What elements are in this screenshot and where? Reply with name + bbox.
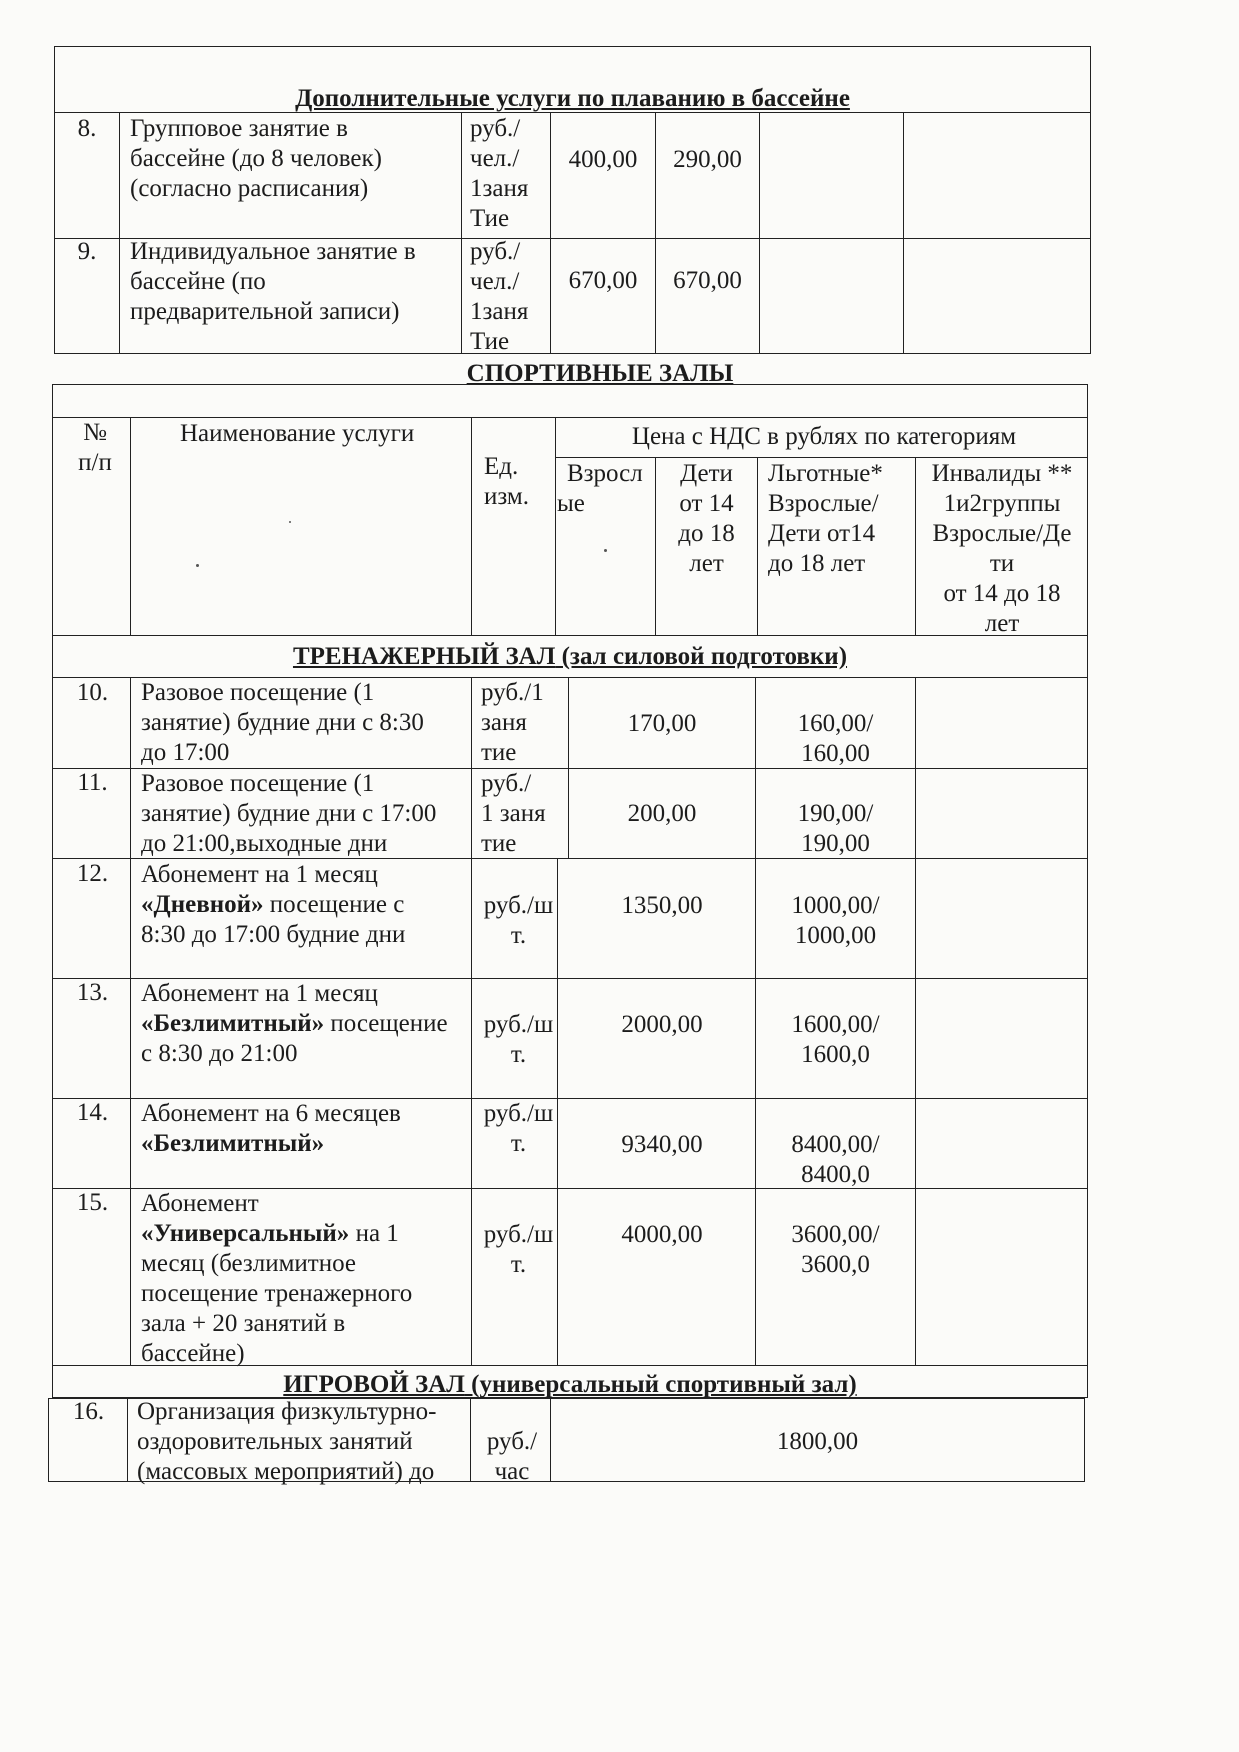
scan-speck — [604, 549, 607, 552]
service-name-bold: «Дневной» — [141, 891, 264, 918]
service-name: Разовое посещение (1 занятие) будние дни с 17:00 до 21:00,выходные дни — [141, 770, 437, 857]
row-number: 8. — [77, 115, 97, 142]
col-divider — [1084, 1398, 1085, 1482]
row-number: 15. — [76, 1189, 109, 1216]
price-preferential: 160,00/ 160,00 — [797, 710, 874, 767]
service-name-text: на 1 месяц (безлимитное посещение тренажерного зала + 20 занятий в бассейне) — [141, 1220, 413, 1367]
header-category-disabled: Инвалиды ** 1и2группы Взрослые/Де ти от 14 до 18 лет — [931, 460, 1073, 637]
col-divider — [130, 677, 131, 1365]
header-category-children: Дети от 14 до 18 лет — [678, 460, 735, 577]
unit: руб./ чел./ 1заня Тие — [470, 238, 529, 355]
pool-section-title: Дополнительные услуги по плаванию в бассейне — [295, 85, 850, 112]
row-divider — [52, 417, 1088, 418]
gym-section-title — [52, 642, 1088, 672]
unit: руб./ш т. — [483, 1011, 554, 1068]
game-hall-title-note: (универсальный спортивный зал) — [464, 1371, 857, 1398]
sport-section-title: СПОРТИВНЫЕ ЗАЛЫ — [466, 360, 734, 387]
service-name-text: Абонемент на 1 месяц — [141, 861, 378, 888]
price-preferential: 190,00/ 190,00 — [797, 800, 874, 857]
price: 200,00 — [627, 800, 697, 827]
service-name: Разовое посещение (1 занятие) будние дни с 8:30 до 17:00 — [141, 679, 424, 766]
col-divider — [130, 417, 131, 635]
price-preferential: 1600,00/ 1600,0 — [791, 1011, 880, 1068]
header-price: Цена с НДС в рублях по категориям — [631, 423, 1017, 450]
service-name-bold: «Безлимитный» — [141, 1130, 325, 1157]
price-adult: 400,00 — [568, 146, 638, 173]
price-preferential: 8400,00/ 8400,0 — [791, 1131, 880, 1188]
service-name: Организация физкультурно- оздоровительных занятий (массовых мероприятий) до — [137, 1398, 437, 1485]
col-divider — [915, 677, 916, 1365]
price-child: 290,00 — [673, 146, 742, 173]
unit: руб./ш т. — [483, 1221, 554, 1278]
game-hall-title-main: ИГРОВОЙ ЗАЛ — [283, 1371, 465, 1398]
price-child: 670,00 — [673, 267, 742, 294]
price: 2000,00 — [621, 1011, 703, 1038]
header-category-adults: Взросл ые — [557, 460, 643, 517]
col-divider — [470, 1398, 471, 1482]
row-number: 11. — [77, 769, 108, 796]
row-number: 14. — [76, 1099, 109, 1126]
pool-col-divider — [903, 112, 904, 354]
header-category-preferential: Льготные* Взрослые/ Дети от14 до 18 лет — [768, 460, 883, 577]
scan-speck — [289, 521, 291, 523]
price: 170,00 — [627, 710, 697, 737]
game-hall-section-title — [52, 1370, 1088, 1400]
col-divider — [471, 677, 472, 1365]
pool-col-divider — [461, 112, 462, 354]
unit: руб./ш т. — [483, 1100, 554, 1157]
col-divider — [127, 1398, 128, 1482]
gym-title-main: ТРЕНАЖЕРНЫЙ ЗАЛ — [292, 643, 556, 670]
price: 4000,00 — [621, 1221, 703, 1248]
price-preferential: 1000,00/ 1000,00 — [791, 892, 880, 949]
row-number: 16. — [72, 1398, 105, 1425]
col-divider — [555, 417, 556, 635]
col-divider — [757, 457, 758, 635]
gym-title-note: (зал силовой подготовки) — [555, 643, 848, 670]
unit: руб./ш т. — [483, 892, 554, 949]
service-name: Групповое занятие в бассейне (до 8 человек) (согласно расписания) — [130, 115, 382, 202]
scan-speck — [196, 564, 199, 567]
col-divider — [471, 417, 472, 635]
price-preferential: 3600,00/ 3600,0 — [791, 1221, 880, 1278]
service-name-bold: «Универсальный» — [141, 1220, 350, 1247]
price: 9340,00 — [621, 1131, 703, 1158]
unit: руб./ 1 заня тие — [481, 770, 546, 857]
pool-col-divider — [119, 112, 120, 354]
price: 1350,00 — [621, 892, 703, 919]
row-number: 13. — [76, 979, 109, 1006]
row-number: 12. — [76, 860, 109, 887]
service-name-bold: «Безлимитный» — [141, 1010, 325, 1037]
service-name-text: Абонемент — [141, 1190, 259, 1217]
price: 1800,00 — [776, 1428, 859, 1455]
row-divider — [555, 457, 1088, 458]
header-unit: Ед. изм. — [484, 453, 529, 510]
unit: руб./ час — [486, 1428, 538, 1485]
service-name — [141, 1189, 471, 1369]
service-name — [141, 979, 471, 1069]
service-name: Индивидуальное занятие в бассейне (по предварительной записи) — [130, 238, 416, 325]
header-number: № п/п — [78, 419, 112, 476]
service-name-text: посещение с 8:30 до 17:00 будние дни — [141, 891, 406, 948]
row-number: 9. — [77, 238, 97, 265]
service-name-text: Абонемент на 1 месяц — [141, 980, 378, 1007]
service-name-text: посещение с 8:30 до 21:00 — [141, 1010, 448, 1067]
service-name-text: Абонемент на 6 месяцев — [141, 1100, 401, 1127]
header-service-name: Наименование услуги — [180, 420, 415, 447]
service-name — [141, 860, 471, 950]
row-number: 10. — [76, 679, 109, 706]
price-adult: 670,00 — [568, 267, 638, 294]
unit: руб./1 заня тие — [481, 679, 544, 766]
col-divider — [48, 1398, 49, 1482]
unit: руб./ чел./ 1заня Тие — [470, 115, 529, 232]
pool-col-divider — [759, 112, 760, 354]
service-name — [141, 1099, 471, 1159]
